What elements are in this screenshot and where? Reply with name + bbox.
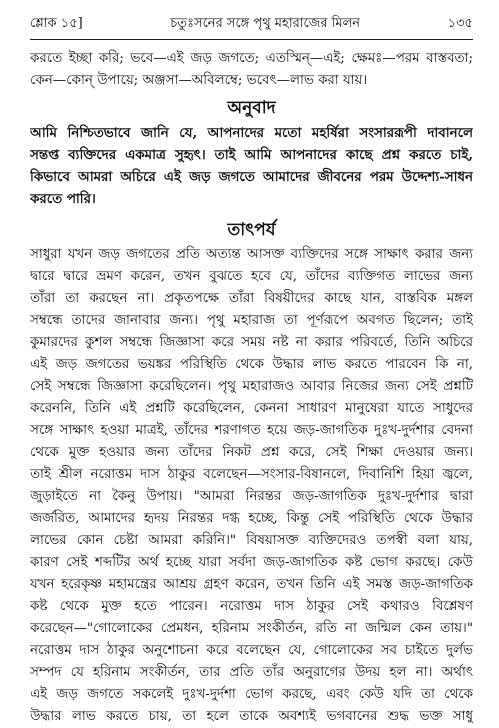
purport-line: তাই শ্রীল নরোত্তম দাস ঠাকুর বলেছেন—সংসার-বিষানলে, দিবানিশি হিয়া জ্বলে, [30, 467, 473, 482]
running-header [30, 14, 473, 40]
purport-line: লাভের কোন চেষ্টা আমরা করিনি।" বিষয়াসক্ত ব্যক্তিদেরও তপস্বী বলা যায়, [30, 533, 473, 548]
purport-line: জুড়াইতে না কৈনু উপায়। "আমরা নিরন্তর জড়-জাগতিক দুঃখ-দুর্দশার দ্বারা [30, 489, 473, 504]
synonyms-line: করতে ইচ্ছা করি; ভবে—এই জড় জগতে; এতস্মিন্—এই; ক্ষেমঃ—পরম বাস্তবতা; [30, 51, 473, 66]
translation-line: আমি নিশ্চিতভাবে জানি যে, আপনাদের মতো মহর্ষিরা সংসাররূপী দাবানলে [30, 125, 473, 141]
purport-line: কুমারদের কুশল সম্বন্ধে জিজ্ঞাসা করে সময় নষ্ট না করার পরিবর্তে, তিনি অচিরে [30, 335, 473, 350]
purport-line: কারণ সেই শব্দটির অর্থ হচ্ছে যারা সর্বদা জড়-জাগতিক কষ্ট ভোগ করছে। কেউ [30, 555, 473, 570]
purport-line: সম্বন্ধে তাদের জানাবার জন্য। পৃথু মহারাজ তা পূর্ণরূপে অবগত ছিলেন; তাই [30, 313, 473, 328]
purport-line: দ্বারে দ্বারে ভ্রমণ করেন, তখন বুঝতে হবে যে, তাঁদের ব্যক্তিগত লাভের জন্য [30, 269, 473, 284]
purport-line: এই জড় জগতের ভয়ঙ্কর পরিস্থিতি থেকে উদ্ধার লাভ করতে পারবেন কি না, [30, 357, 473, 372]
verse-reference: শ্লোক ১৫] [30, 16, 83, 31]
purport-block [30, 244, 473, 728]
purport-line: উদ্ধার লাভ করতে চায়, তা হলে তাকে অবশ্যই ভগবানের শুদ্ধ ভক্ত সাধু [30, 709, 473, 724]
purport-line: জর্জরিত, আমাদের হৃদয় নিরন্তর দগ্ধ হচ্ছে, কিন্তু সেই পরিস্থিতি থেকে উদ্ধার [30, 511, 473, 526]
translation-heading: অনুবাদ [227, 98, 276, 118]
purport-line: তাঁরা তা করছেন না। প্রকৃতপক্ষে তাঁরা বিষয়ীদের কাছে যান, বাস্তবিক মঙ্গল [30, 291, 473, 306]
synonyms-block [30, 48, 473, 92]
purport-line: থেকে মুক্ত হওয়ার জন্য তাঁদের নিকট প্রশ্ন করে, সেই শিক্ষা দেওয়ার জন্য। [30, 445, 473, 460]
purport-line: করেননি, তিনি এই প্রশ্নটি করেছিলেন, কেননা সাধারণ মানুষেরা যাতে সাধুদের [30, 401, 473, 416]
translation-line: সন্তপ্ত ব্যক্তিদের একমাত্র সুহৃৎ। তাই আমি আপনাদের কাছে প্রশ্ন করতে চাই, [30, 147, 473, 163]
page-number: ১৩৫ [447, 16, 473, 31]
purport-line: সম্পদ যে হরিনাম সংকীর্তন, তার প্রতি তাঁর অনুরাগের উদয় হল না। অর্থাৎ [30, 665, 473, 680]
translation-line: কিভাবে আমরা অচিরে এই জড় জগতে আমাদের জীবনের পরম উদ্দেশ্য-সাধন [30, 169, 473, 185]
purport-line: যখন হরেকৃষ্ণ মহামন্ত্রের আশ্রয় গ্রহণ করেন, তখন তিনি এই সমস্ত জড়-জাগতিক [30, 577, 473, 592]
purport-line: করেছেন—"গোলোকের প্রেমধন, হরিনাম সংকীর্তন, রতি না জন্মিল কেন তায়।" [30, 621, 473, 636]
translation-line: করতে পারি। [30, 191, 96, 207]
translation-block [30, 122, 473, 210]
chapter-title: চতুঃসনের সঙ্গে পৃথু মহারাজের মিলন [170, 16, 361, 31]
purport-line: এই জড় জগতে সকলেই দুঃখ-দুর্দশা ভোগ করছে, এবং কেউ যদি তা থেকে [30, 687, 473, 702]
purport-line: সেই সম্বন্ধে জিজ্ঞাসা করেছিলেন। পৃথু মহারাজও আবার নিজের জন্য সেই প্রশ্নটি [30, 379, 473, 394]
purport-line: নরোত্তম দাস ঠাকুর অনুশোচনা করে বলেছেন যে, গোলোকের সব চাইতে দুর্লভ [30, 643, 473, 658]
purport-heading: তাৎপর্য [227, 220, 276, 240]
purport-line: সাধুরা যখন জড় জগতের প্রতি অত্যন্ত আসক্ত ব্যক্তিদের সঙ্গে সাক্ষাৎ করার জন্য [30, 247, 473, 262]
purport-line: সঙ্গে সাক্ষাৎ হওয়া মাত্রই, তাঁদের শরণাগত হয়ে জড়-জাগতিক দুঃখ-দুর্দশার বেদনা [30, 423, 473, 438]
purport-line: কষ্ট থেকে মুক্ত হতে পারেন। নরোত্তম দাস ঠাকুর সেই কথারও বিশ্লেষণ [30, 599, 473, 614]
synonyms-line: কেন—কোন্ উপায়ে; অঞ্জসা—অবিলম্বে; ভবেৎ—লাভ করা যায়। [30, 73, 368, 88]
